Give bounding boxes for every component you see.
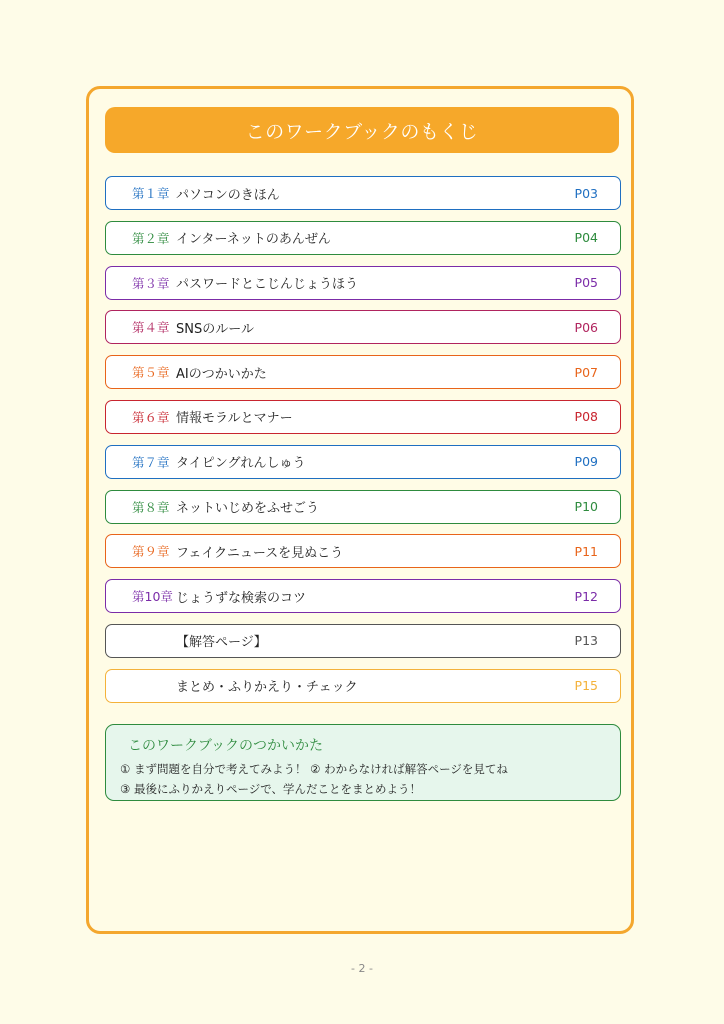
page-frame: [86, 86, 634, 934]
toc-chapter-title: 情報モラルとマナー: [176, 411, 293, 427]
toc-chapter-number: 第１章: [132, 186, 170, 201]
toc-page-number: P09: [574, 454, 598, 470]
toc-row[interactable]: [105, 221, 621, 255]
toc-page-number: P08: [574, 409, 598, 425]
toc-row[interactable]: [105, 445, 621, 479]
toc-chapter-title: フェイクニュースを見ぬこう: [176, 545, 344, 561]
toc-page-number: P07: [574, 364, 598, 380]
toc-chapter-title: 【解答ページ】: [176, 635, 267, 651]
toc-page-number: P04: [574, 230, 598, 246]
toc-chapter-title: パスワードとこじんじょうほう: [176, 277, 359, 293]
toc-chapter-title: AIのつかいかた: [176, 366, 267, 382]
usage-line-2: ③ 最後にふりかえりページで、学んだことをまとめよう！: [120, 782, 422, 796]
toc-row[interactable]: [105, 400, 621, 434]
toc-row[interactable]: [105, 534, 621, 568]
toc-chapter-number: 第６章: [132, 409, 170, 425]
toc-row[interactable]: [105, 490, 621, 524]
toc-page-number: P15: [574, 678, 598, 694]
toc-chapter-number: 第２章: [132, 230, 170, 246]
toc-chapter-number: 第７章: [132, 454, 170, 470]
toc-chapter-title: じょうずな検索のコツ: [176, 590, 307, 606]
usage-box: [105, 724, 621, 801]
toc-chapter-number: 第３章: [132, 275, 170, 291]
page-title: このワークブックのもくじ: [105, 107, 619, 153]
toc-chapter-title: タイピングれんしゅう: [176, 456, 306, 472]
toc-chapter-title: ネットいじめをふせごう: [176, 501, 320, 517]
toc-row[interactable]: [105, 176, 621, 210]
toc-chapter-title: パソコンのきほん: [176, 187, 280, 203]
toc-page-number: P06: [574, 319, 598, 335]
toc-page-number: P11: [574, 543, 598, 559]
toc-row[interactable]: [105, 579, 621, 613]
toc-chapter-title: まとめ・ふりかえり・チェック: [176, 680, 358, 696]
toc-chapter-title: SNSのルール: [176, 321, 254, 337]
toc-page-number: P13: [574, 633, 598, 649]
toc-chapter-number: 第９章: [132, 544, 170, 560]
toc-page-number: P12: [574, 588, 598, 604]
toc-chapter-number: 第５章: [132, 365, 170, 381]
toc-row[interactable]: [105, 266, 621, 300]
toc-row[interactable]: [105, 355, 621, 389]
usage-title: このワークブックのつかいかた: [128, 738, 324, 754]
toc-row[interactable]: [105, 310, 621, 344]
toc-page-number: P03: [574, 185, 598, 201]
usage-line-1: ① まず問題を自分で考えてみよう！ ② わからなければ解答ページを見てね: [120, 762, 508, 776]
toc-row[interactable]: [105, 624, 621, 658]
toc-chapter-number: 第10章: [132, 589, 173, 605]
page-number: - 2 -: [351, 962, 373, 975]
toc-chapter-number: 第８章: [132, 499, 170, 515]
table-of-contents: [105, 176, 621, 714]
toc-page-number: P05: [574, 275, 598, 291]
toc-page-number: P10: [574, 499, 598, 515]
toc-row[interactable]: [105, 669, 621, 703]
toc-chapter-number: 第４章: [132, 320, 170, 336]
toc-chapter-title: インターネットのあんぜん: [176, 232, 331, 248]
